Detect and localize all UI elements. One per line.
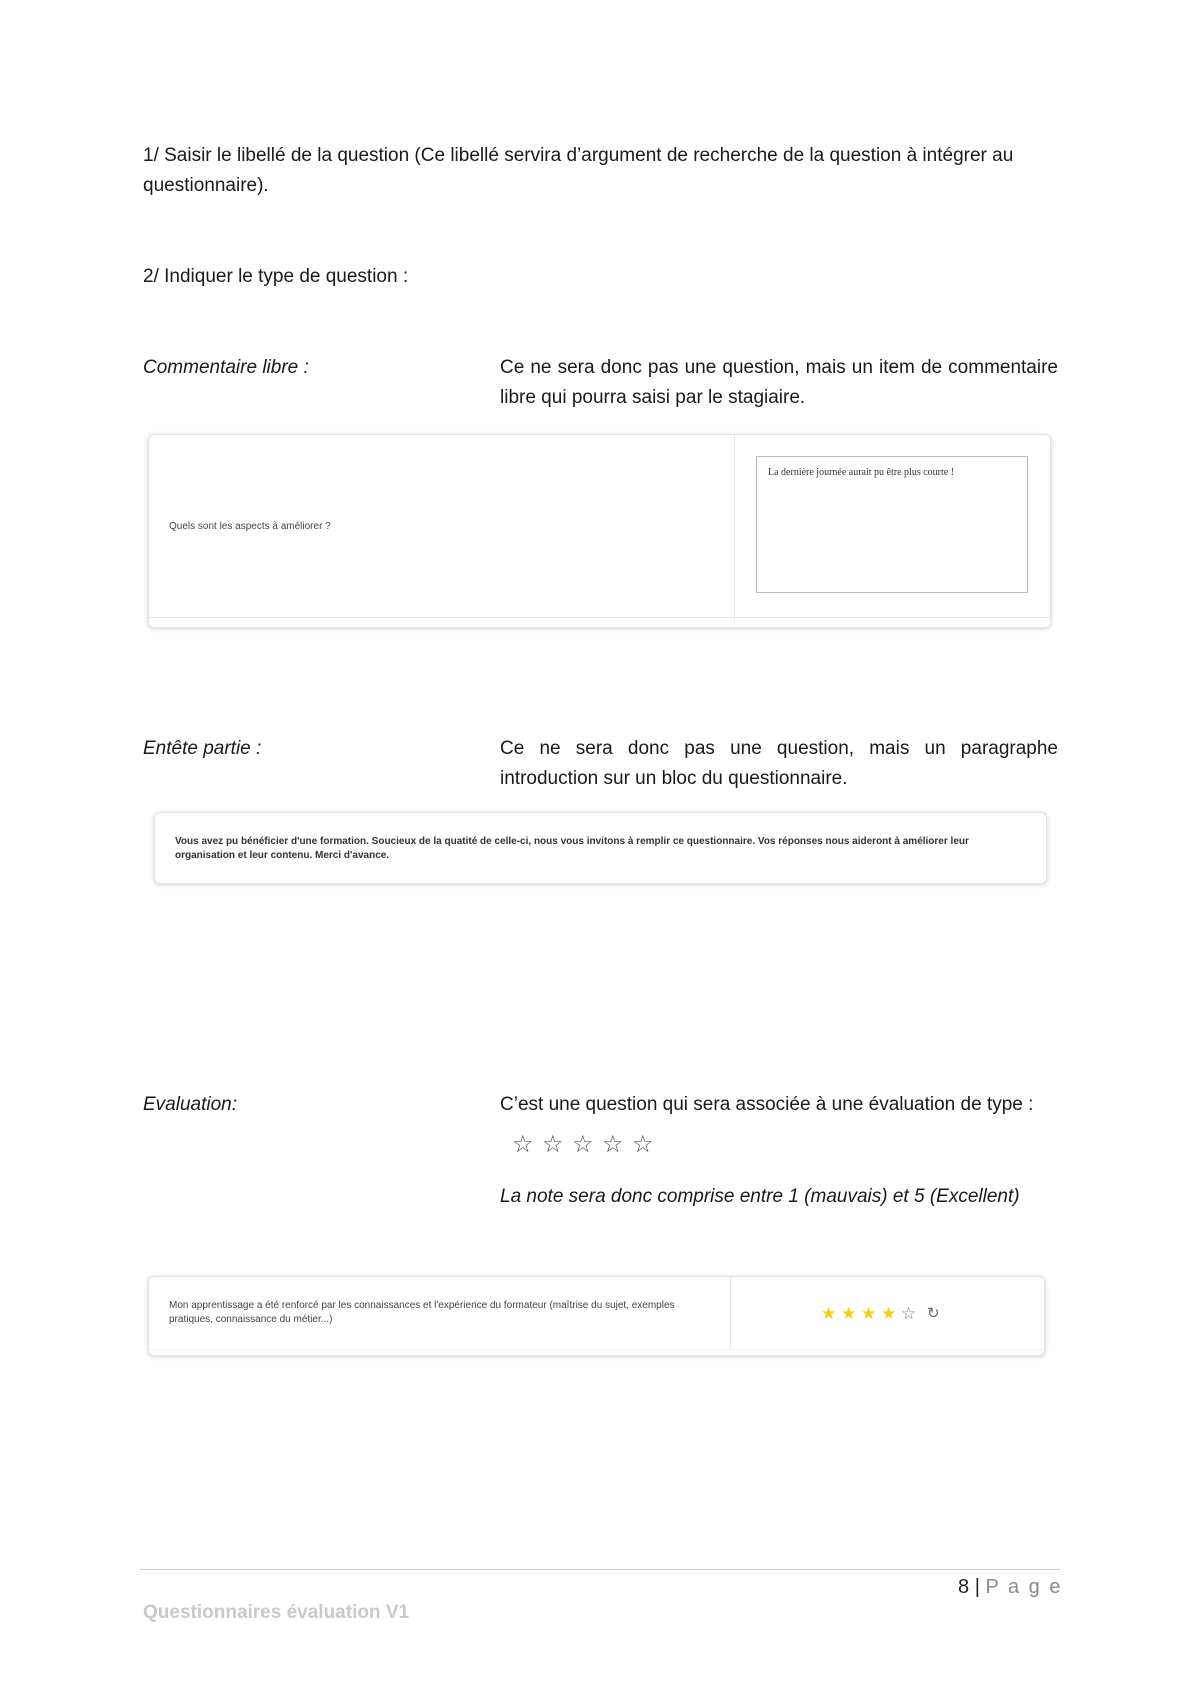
entete-preview-card bbox=[154, 812, 1047, 884]
commentaire-preview-card bbox=[148, 434, 1051, 628]
evaluation-question: Mon apprentissage a été renforcé par les connaissances et l'expérience du formateur (maîtrise du sujet, exemples pratiques, connaissance du métier...) bbox=[169, 1300, 675, 1325]
document-title: Questionnaires évaluation V1 bbox=[143, 1602, 410, 1623]
commentaire-answer: La dernière journée aurait pu être plus courte ! bbox=[768, 467, 955, 478]
card-fade bbox=[149, 1345, 1044, 1355]
evaluation-preview-card bbox=[148, 1276, 1045, 1356]
evaluation-description: C’est une question qui sera associée à une évaluation de type : bbox=[500, 1094, 1034, 1115]
star-filled-icon[interactable]: ★ bbox=[841, 1304, 857, 1323]
star-filled-icon[interactable]: ★ bbox=[861, 1304, 877, 1323]
card-column-divider bbox=[734, 435, 735, 627]
page-label: P a g e bbox=[985, 1576, 1063, 1598]
step-1-text: 1/ Saisir le libellé de la question (Ce libellé servira d’argument de recherche de la question à intégrer au questionnaire). bbox=[143, 145, 1014, 196]
page-separator: | bbox=[974, 1576, 980, 1598]
sample-star-rating bbox=[512, 1133, 662, 1159]
star-outline-icon: ☆ bbox=[632, 1131, 654, 1158]
page-number: 8 bbox=[958, 1576, 970, 1598]
evaluation-rating[interactable] bbox=[821, 1305, 961, 1325]
entete-card-text: Vous avez pu bénéficier d'une formation. Soucieux de la quatité de celle-ci, nous vous invitons à remplir ce questionnaire. Vos réponses nous aideront à améliorer leur organisation et leur contenu. Merci d'avance. bbox=[175, 836, 969, 861]
footer-rule bbox=[140, 1569, 1060, 1570]
step-2-text: 2/ Indiquer le type de question : bbox=[143, 266, 409, 287]
reset-rating-icon[interactable]: ↻ bbox=[927, 1305, 940, 1322]
page-indicator bbox=[958, 1576, 1062, 1599]
card-column-divider bbox=[730, 1277, 731, 1355]
entete-description: Ce ne sera donc pas une question, mais un paragraphe introduction sur un bloc du questionnaire. bbox=[500, 738, 1058, 789]
star-outline-icon: ☆ bbox=[512, 1131, 534, 1158]
evaluation-note: La note sera donc comprise entre 1 (mauvais) et 5 (Excellent) bbox=[500, 1186, 1020, 1207]
evaluation-label: Evaluation: bbox=[143, 1094, 238, 1115]
star-outline-icon: ☆ bbox=[602, 1131, 624, 1158]
commentaire-question: Quels sont les aspects à améliorer ? bbox=[169, 521, 331, 532]
commentaire-label: Commentaire libre : bbox=[143, 357, 309, 378]
commentaire-description: Ce ne sera donc pas une question, mais un item de commentaire libre qui pourra saisi par le stagiaire. bbox=[500, 357, 1058, 408]
card-fade bbox=[149, 617, 1050, 627]
star-outline-icon: ☆ bbox=[572, 1131, 594, 1158]
entete-label: Entête partie : bbox=[143, 738, 262, 759]
star-filled-icon[interactable]: ★ bbox=[821, 1304, 837, 1323]
star-outline-icon[interactable]: ☆ bbox=[901, 1304, 917, 1323]
commentaire-textarea[interactable] bbox=[756, 456, 1028, 593]
star-filled-icon[interactable]: ★ bbox=[881, 1304, 897, 1323]
star-outline-icon: ☆ bbox=[542, 1131, 564, 1158]
